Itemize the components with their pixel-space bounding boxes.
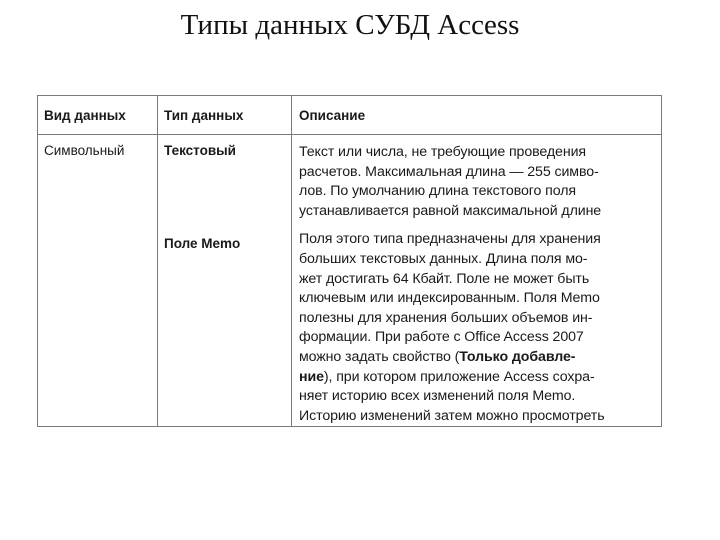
header-description: Описание	[292, 96, 662, 135]
data-types-table	[37, 95, 662, 427]
type-memo-name: Поле Memo	[164, 236, 241, 251]
description-line: расчетов. Максимальная длина — 255 симво-	[299, 163, 599, 180]
description-line: формации. При работе с Office Access 2007	[299, 329, 584, 346]
description-line: Текст или числа, не требующие проведения	[299, 144, 586, 160]
description-line: няет историю всех изменений поля Memo.	[299, 388, 576, 405]
header-type: Тип данных	[158, 96, 292, 135]
description-line: ключевым или индексированным. Поля Memo	[299, 290, 600, 307]
memo-type-description	[299, 230, 661, 426]
description-line	[299, 368, 661, 388]
cell-descriptions	[292, 135, 662, 427]
slide-title: Типы данных СУБД Access	[180, 9, 520, 41]
description-line	[299, 348, 661, 368]
description-prefix: можно задать свойство (	[299, 348, 460, 365]
cell-types	[158, 135, 292, 427]
property-name-part2: ние	[299, 368, 324, 385]
description-line: полезны для хранения больших объемов ин-	[299, 309, 593, 326]
header-kind: Вид данных	[38, 96, 158, 135]
description-line: жет достигать 64 Кбайт. Поле не может быть	[299, 270, 590, 287]
table-row	[38, 135, 662, 427]
cell-kind: Символьный	[38, 135, 158, 427]
description-suffix: ), при котором приложение Access сохра-	[323, 368, 595, 385]
description-line: больших текстовых данных. Длина поля мо-	[299, 250, 588, 267]
property-name-part1: Только добавле-	[459, 348, 576, 365]
table-header-row	[38, 96, 662, 135]
description-line: устанавливается равной максимальной длине	[299, 202, 602, 219]
type-text-name: Текстовый	[164, 143, 236, 158]
description-line: Поля этого типа предназначены для хранения	[299, 231, 601, 248]
description-line: Историю изменений затем можно просмотреть	[299, 407, 605, 424]
description-line: лов. По умолчанию длина текстового поля	[299, 183, 576, 200]
text-type-description	[299, 143, 661, 221]
